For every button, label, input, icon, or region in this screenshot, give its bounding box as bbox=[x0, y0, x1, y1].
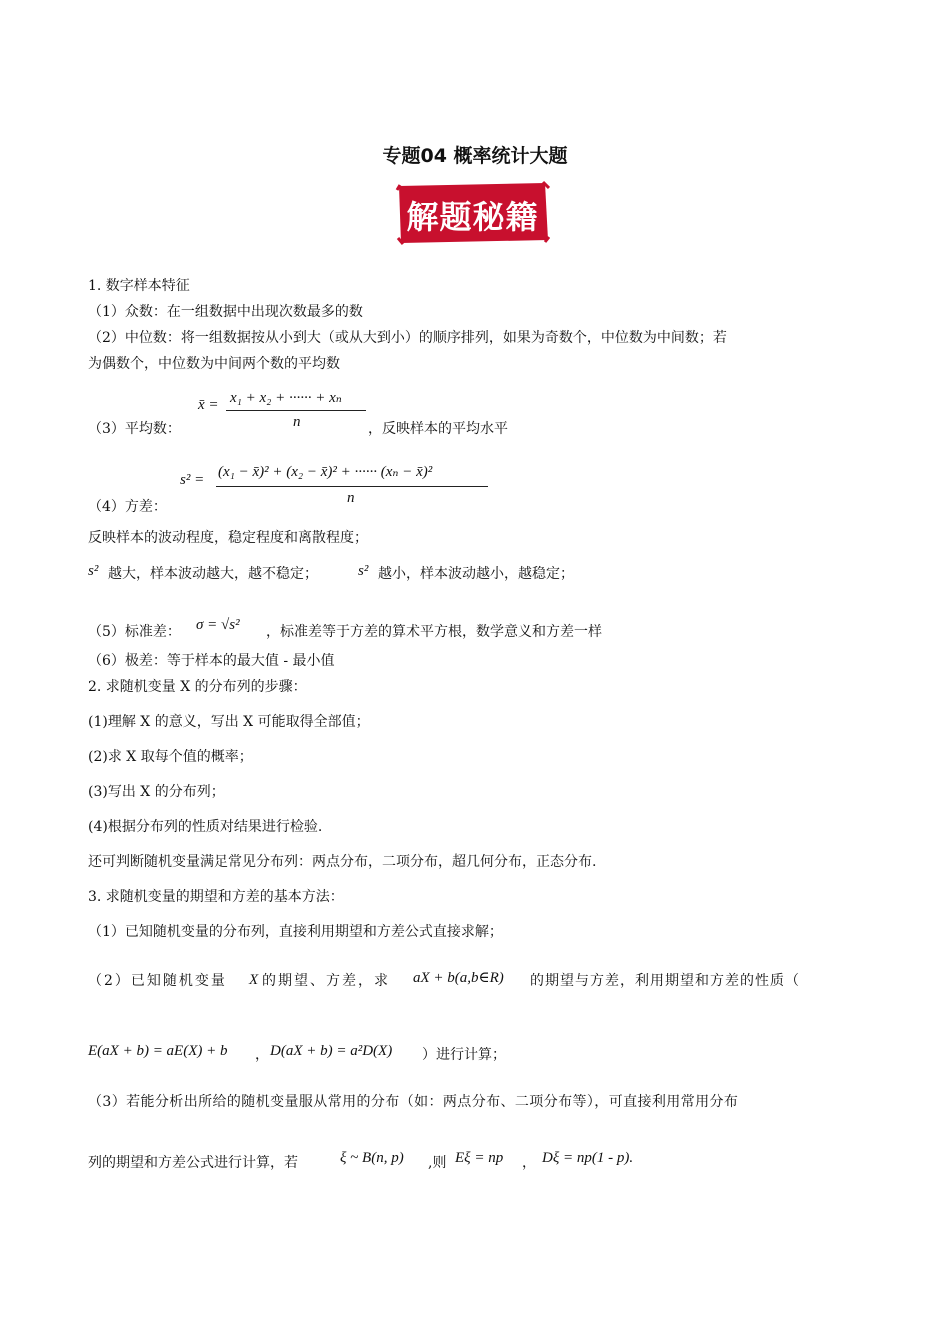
mean-fraction-bar bbox=[226, 410, 366, 411]
method-2-suffix: 的期望与方差，利用期望和方差的性质（ bbox=[530, 973, 800, 989]
step-1: (1)理解 X 的意义，写出 X 可能取得全部值； bbox=[88, 714, 370, 730]
variance-fraction-bar bbox=[216, 486, 488, 487]
binomial-expectation: Eξ = np bbox=[455, 1150, 504, 1166]
badge-label: 解题秘籍 bbox=[406, 198, 539, 236]
then-text: ,则 bbox=[428, 1155, 447, 1171]
mean-lhs: x̄ = bbox=[198, 397, 219, 413]
section1-heading: 1. 数字样本特征 bbox=[88, 278, 190, 294]
variance-numerator: (x₁ − x̄)² + (x₂ − x̄)² + ······ (xₙ − x̄)² bbox=[218, 464, 433, 480]
solution-secrets-badge bbox=[395, 180, 550, 246]
mean-denominator: n bbox=[293, 414, 301, 430]
step-2: (2)求 X 取每个值的概率； bbox=[88, 749, 253, 765]
variance-small-note: 越小，样本波动越小，越稳定； bbox=[378, 566, 574, 582]
std-formula: σ = √s² bbox=[196, 617, 240, 633]
method-3-line2: 列的期望和方差公式进行计算，若 bbox=[88, 1155, 298, 1171]
step-4: (4)根据分布列的性质对结果进行检验. bbox=[88, 819, 323, 835]
formula-separator: ， bbox=[522, 1155, 536, 1171]
variance-large-note: 越大，样本波动越大，越不稳定； bbox=[108, 566, 318, 582]
binomial-distribution: ξ ~ B(n, p) bbox=[340, 1150, 404, 1166]
s-squared-symbol: s² bbox=[88, 563, 99, 579]
std-label: （5）标准差： bbox=[88, 624, 181, 640]
mean-description: ，反映样本的平均水平 bbox=[368, 421, 508, 437]
section3-heading: 3. 求随机变量的期望和方差的基本方法： bbox=[88, 889, 344, 905]
range-definition: （6）极差：等于样本的最大值 - 最小值 bbox=[88, 653, 335, 669]
median-definition-line1: （2）中位数：将一组数据按从小到大（或从大到小）的顺序排列，如果为奇数个，中位数为中间数；若 bbox=[88, 330, 727, 346]
section2-heading: 2. 求随机变量 X 的分布列的步骤： bbox=[88, 679, 307, 695]
mean-label: （3）平均数： bbox=[88, 421, 181, 437]
method-2-formula: aX + b(a,b∈R) bbox=[413, 970, 504, 986]
mode-definition: （1）众数：在一组数据中出现次数最多的数 bbox=[88, 304, 363, 320]
method-2-end: ）进行计算； bbox=[422, 1047, 506, 1063]
distribution-note: 还可判断随机变量满足常见分布列：两点分布，二项分布，超几何分布，正态分布. bbox=[88, 854, 597, 870]
variance-description: 反映样本的波动程度，稳定程度和离散程度； bbox=[88, 530, 368, 546]
method-2-prefix: （2）已知随机变量 bbox=[88, 973, 227, 989]
variance-denominator: n bbox=[347, 490, 355, 506]
step-3: (3)写出 X 的分布列； bbox=[88, 784, 225, 800]
variance-label: （4）方差： bbox=[88, 499, 167, 515]
median-definition-line2: 为偶数个，中位数为中间两个数的平均数 bbox=[88, 356, 340, 372]
binomial-variance: Dξ = np(1 - p). bbox=[542, 1150, 634, 1166]
property-separator: ， bbox=[255, 1047, 269, 1063]
method-2-mid: 的期望、方差，求 bbox=[262, 973, 390, 989]
variance-lhs: s² = bbox=[180, 472, 205, 488]
expectation-property: E(aX + b) = aE(X) + b bbox=[88, 1043, 228, 1059]
method-2-x: X bbox=[249, 972, 259, 988]
method-1: （1）已知随机变量的分布列，直接利用期望和方差公式直接求解； bbox=[88, 924, 503, 940]
s-squared-symbol-2: s² bbox=[358, 563, 369, 579]
mean-numerator: x₁ + x₂ + ······ + xₙ bbox=[230, 390, 342, 406]
page-title: 专题04 概率统计大题 bbox=[382, 145, 568, 167]
std-description: ，标准差等于方差的算术平方根，数学意义和方差一样 bbox=[266, 624, 602, 640]
variance-property: D(aX + b) = a²D(X) bbox=[270, 1043, 393, 1059]
method-3-line1: （3）若能分析出所给的随机变量服从常用的分布（如：两点分布、二项分布等），可直接利用常用分布 bbox=[88, 1094, 739, 1110]
